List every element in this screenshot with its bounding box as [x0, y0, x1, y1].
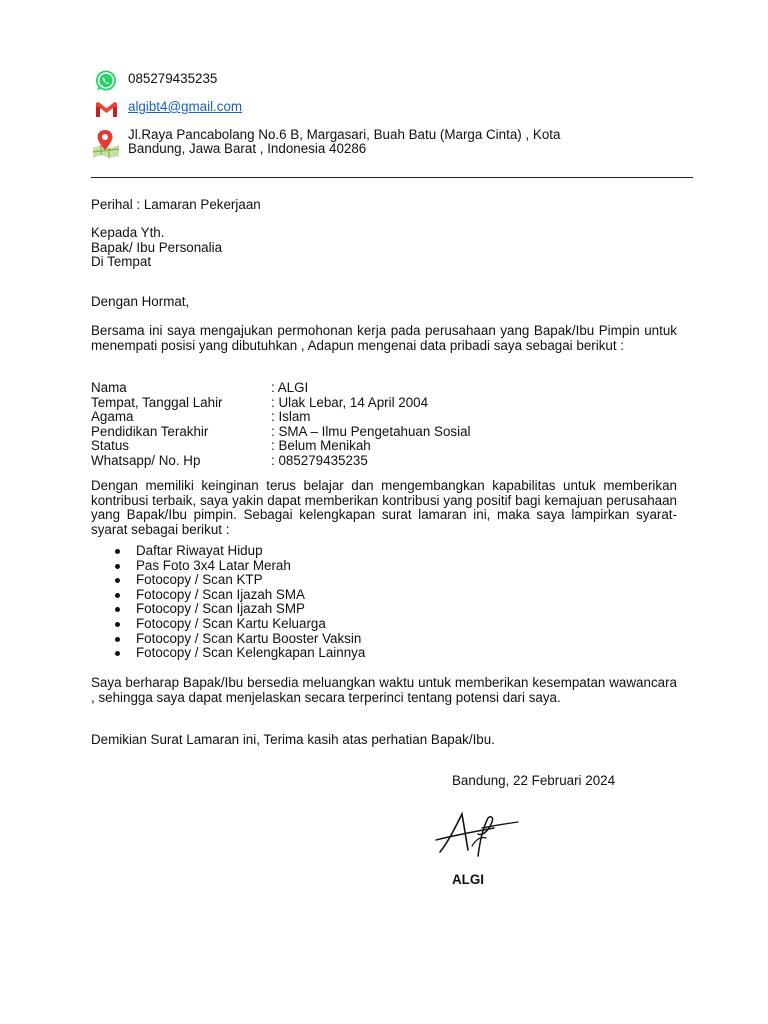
address-line-2: Bandung, Jawa Barat , Indonesia 40286 [128, 141, 367, 156]
gmail-icon [94, 101, 119, 119]
list-item: Fotocopy / Scan Kartu Keluarga [91, 617, 365, 632]
data-value: : ALGI [271, 380, 309, 395]
data-value: : 085279435235 [271, 452, 368, 468]
list-item: Fotocopy / Scan Ijazah SMA [91, 588, 365, 603]
attachments-list [91, 544, 365, 661]
data-label: Whatsapp/ No. Hp [91, 452, 201, 468]
list-item: Pas Foto 3x4 Latar Merah [91, 559, 365, 574]
data-label: Status [91, 438, 129, 454]
closing-line: Demikian Surat Lamaran ini, Terima kasih atas perhatian Bapak/Ibu. [91, 732, 495, 747]
data-label: Tempat, Tanggal Lahir [91, 394, 223, 410]
data-value: : Belum Menikah [271, 438, 371, 454]
header-divider [91, 177, 693, 178]
phone-text: 085279435235 [128, 71, 218, 86]
intro-paragraph: Bersama ini saya mengajukan permohonan kerja pada perusahaan yang Bapak/Ibu Pimpin untuk menempati posisi yang dibutuhkan , Adapun mengenai data pribadi saya sebagai berikut : [91, 323, 677, 353]
list-item: Daftar Riwayat Hidup [91, 544, 365, 559]
place-date: Bandung, 22 Februari 2024 [452, 773, 616, 788]
email-link[interactable]: algibt4@gmail.com [128, 99, 243, 114]
signature-image [432, 806, 524, 864]
recipient-line: Kepada Yth. [91, 225, 165, 240]
recipient-line: Di Tempat [91, 254, 152, 270]
address-line-1: Jl.Raya Pancabolang No.6 B, Margasari, Buah Batu (Marga Cinta) , Kota [128, 127, 561, 142]
contact-header [0, 0, 768, 180]
motivation-paragraph: Dengan memiliki keinginan terus belajar dan mengembangkan kapabilitas untuk memberikan kontribusi terbaik, saya yakin dapat memberikan kontribusi yang positif bagi kemajuan perusahaan yang Bapak/Ibu pimpin. Sebagai kelengkapan surat lamaran ini, maka saya lampirkan syarat-syarat sebagai berikut : [91, 478, 677, 537]
list-item: Fotocopy / Scan Ijazah SMP [91, 602, 365, 617]
data-label: Agama [91, 409, 134, 425]
greeting: Dengan Hormat, [91, 294, 190, 309]
data-value: : Islam [271, 409, 311, 425]
list-item: Fotocopy / Scan Kartu Booster Vaksin [91, 632, 365, 647]
list-item: Fotocopy / Scan KTP [91, 573, 365, 588]
signer-name: ALGI [452, 872, 484, 887]
data-label: Pendidikan Terakhir [91, 423, 209, 439]
data-label: Nama [91, 380, 127, 395]
recipient-line: Bapak/ Ibu Personalia [91, 239, 223, 255]
list-item: Fotocopy / Scan Kelengkapan Lainnya [91, 646, 365, 661]
data-value: : SMA – Ilmu Pengetahuan Sosial [271, 423, 471, 439]
subject-line: Perihal : Lamaran Pekerjaan [91, 197, 261, 212]
hope-paragraph: Saya berharap Bapak/Ibu bersedia meluangkan waktu untuk memberikan kesempatan wawancara , sehingga saya dapat menjelaskan secara terperinci tentang potensi dari saya. [91, 675, 677, 705]
data-value: : Ulak Lebar, 14 April 2004 [271, 394, 429, 410]
whatsapp-icon [94, 69, 118, 93]
recipient-block [91, 226, 677, 270]
map-pin-icon [91, 128, 121, 158]
